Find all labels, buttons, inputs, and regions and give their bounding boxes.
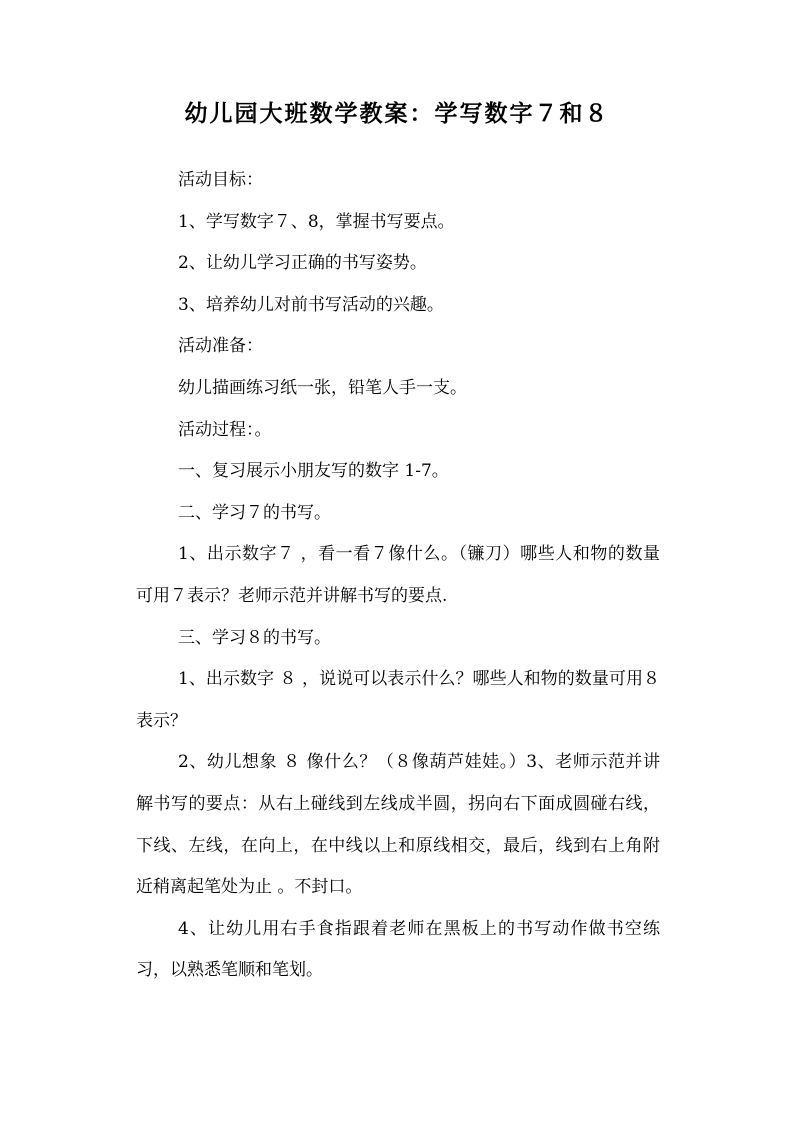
paragraph-step-3: 三、学习８的书写。 bbox=[178, 627, 331, 648]
paragraph-objective-2: 2、让幼儿学习正确的书写姿势。 bbox=[178, 253, 427, 274]
document-title: 幼儿园大班数学教案：学写数字７和８ bbox=[184, 101, 610, 127]
paragraph-preparation: 幼儿描画练习纸一张，铅笔人手一支。 bbox=[178, 377, 467, 398]
paragraph-step-2-1: 1、出示数字７ ，看一看７像什么。（镰刀）哪些人和物的数量可用７表示？老师示范并讲解书写的要点. bbox=[136, 544, 660, 606]
paragraph-step-3-2: 2、幼儿想象 ８ 像什么？（８像葫芦娃娃。）3、老师示范并讲解书写的要点：从右上碰线到左线成半圆，拐向右下面成圆碰右线，下线、左线，在向上，在中线以上和原线相交，最后，线到右上角附近稍离起笔处为止 。不封口。 bbox=[136, 752, 660, 898]
paragraph-step-1: 一、复习展示小朋友写的数字 1-7。 bbox=[178, 461, 449, 482]
paragraph-objectives-heading: 活动目标： bbox=[178, 170, 263, 190]
paragraph-objective-1: 1、学写数字７、8，掌握书写要点。 bbox=[178, 211, 455, 232]
paragraph-process-heading: 活动过程：。 bbox=[178, 419, 272, 440]
document-body bbox=[136, 160, 660, 992]
paragraph-step-3-4: 4、让幼儿用右手食指跟着老师在黑板上的书写动作做书空练习，以熟悉笔顺和笔划。 bbox=[136, 918, 660, 981]
paragraph-objective-3: 3、培养幼儿对前书写活动的兴趣。 bbox=[178, 294, 444, 315]
paragraph-step-3-1: 1、出示数字 ８ ，说说可以表示什么？哪些人和物的数量可用８表示？ bbox=[136, 669, 660, 731]
paragraph-preparation-heading: 活动准备： bbox=[178, 336, 263, 357]
paragraph-step-2: 二、学习７的书写。 bbox=[178, 502, 331, 523]
